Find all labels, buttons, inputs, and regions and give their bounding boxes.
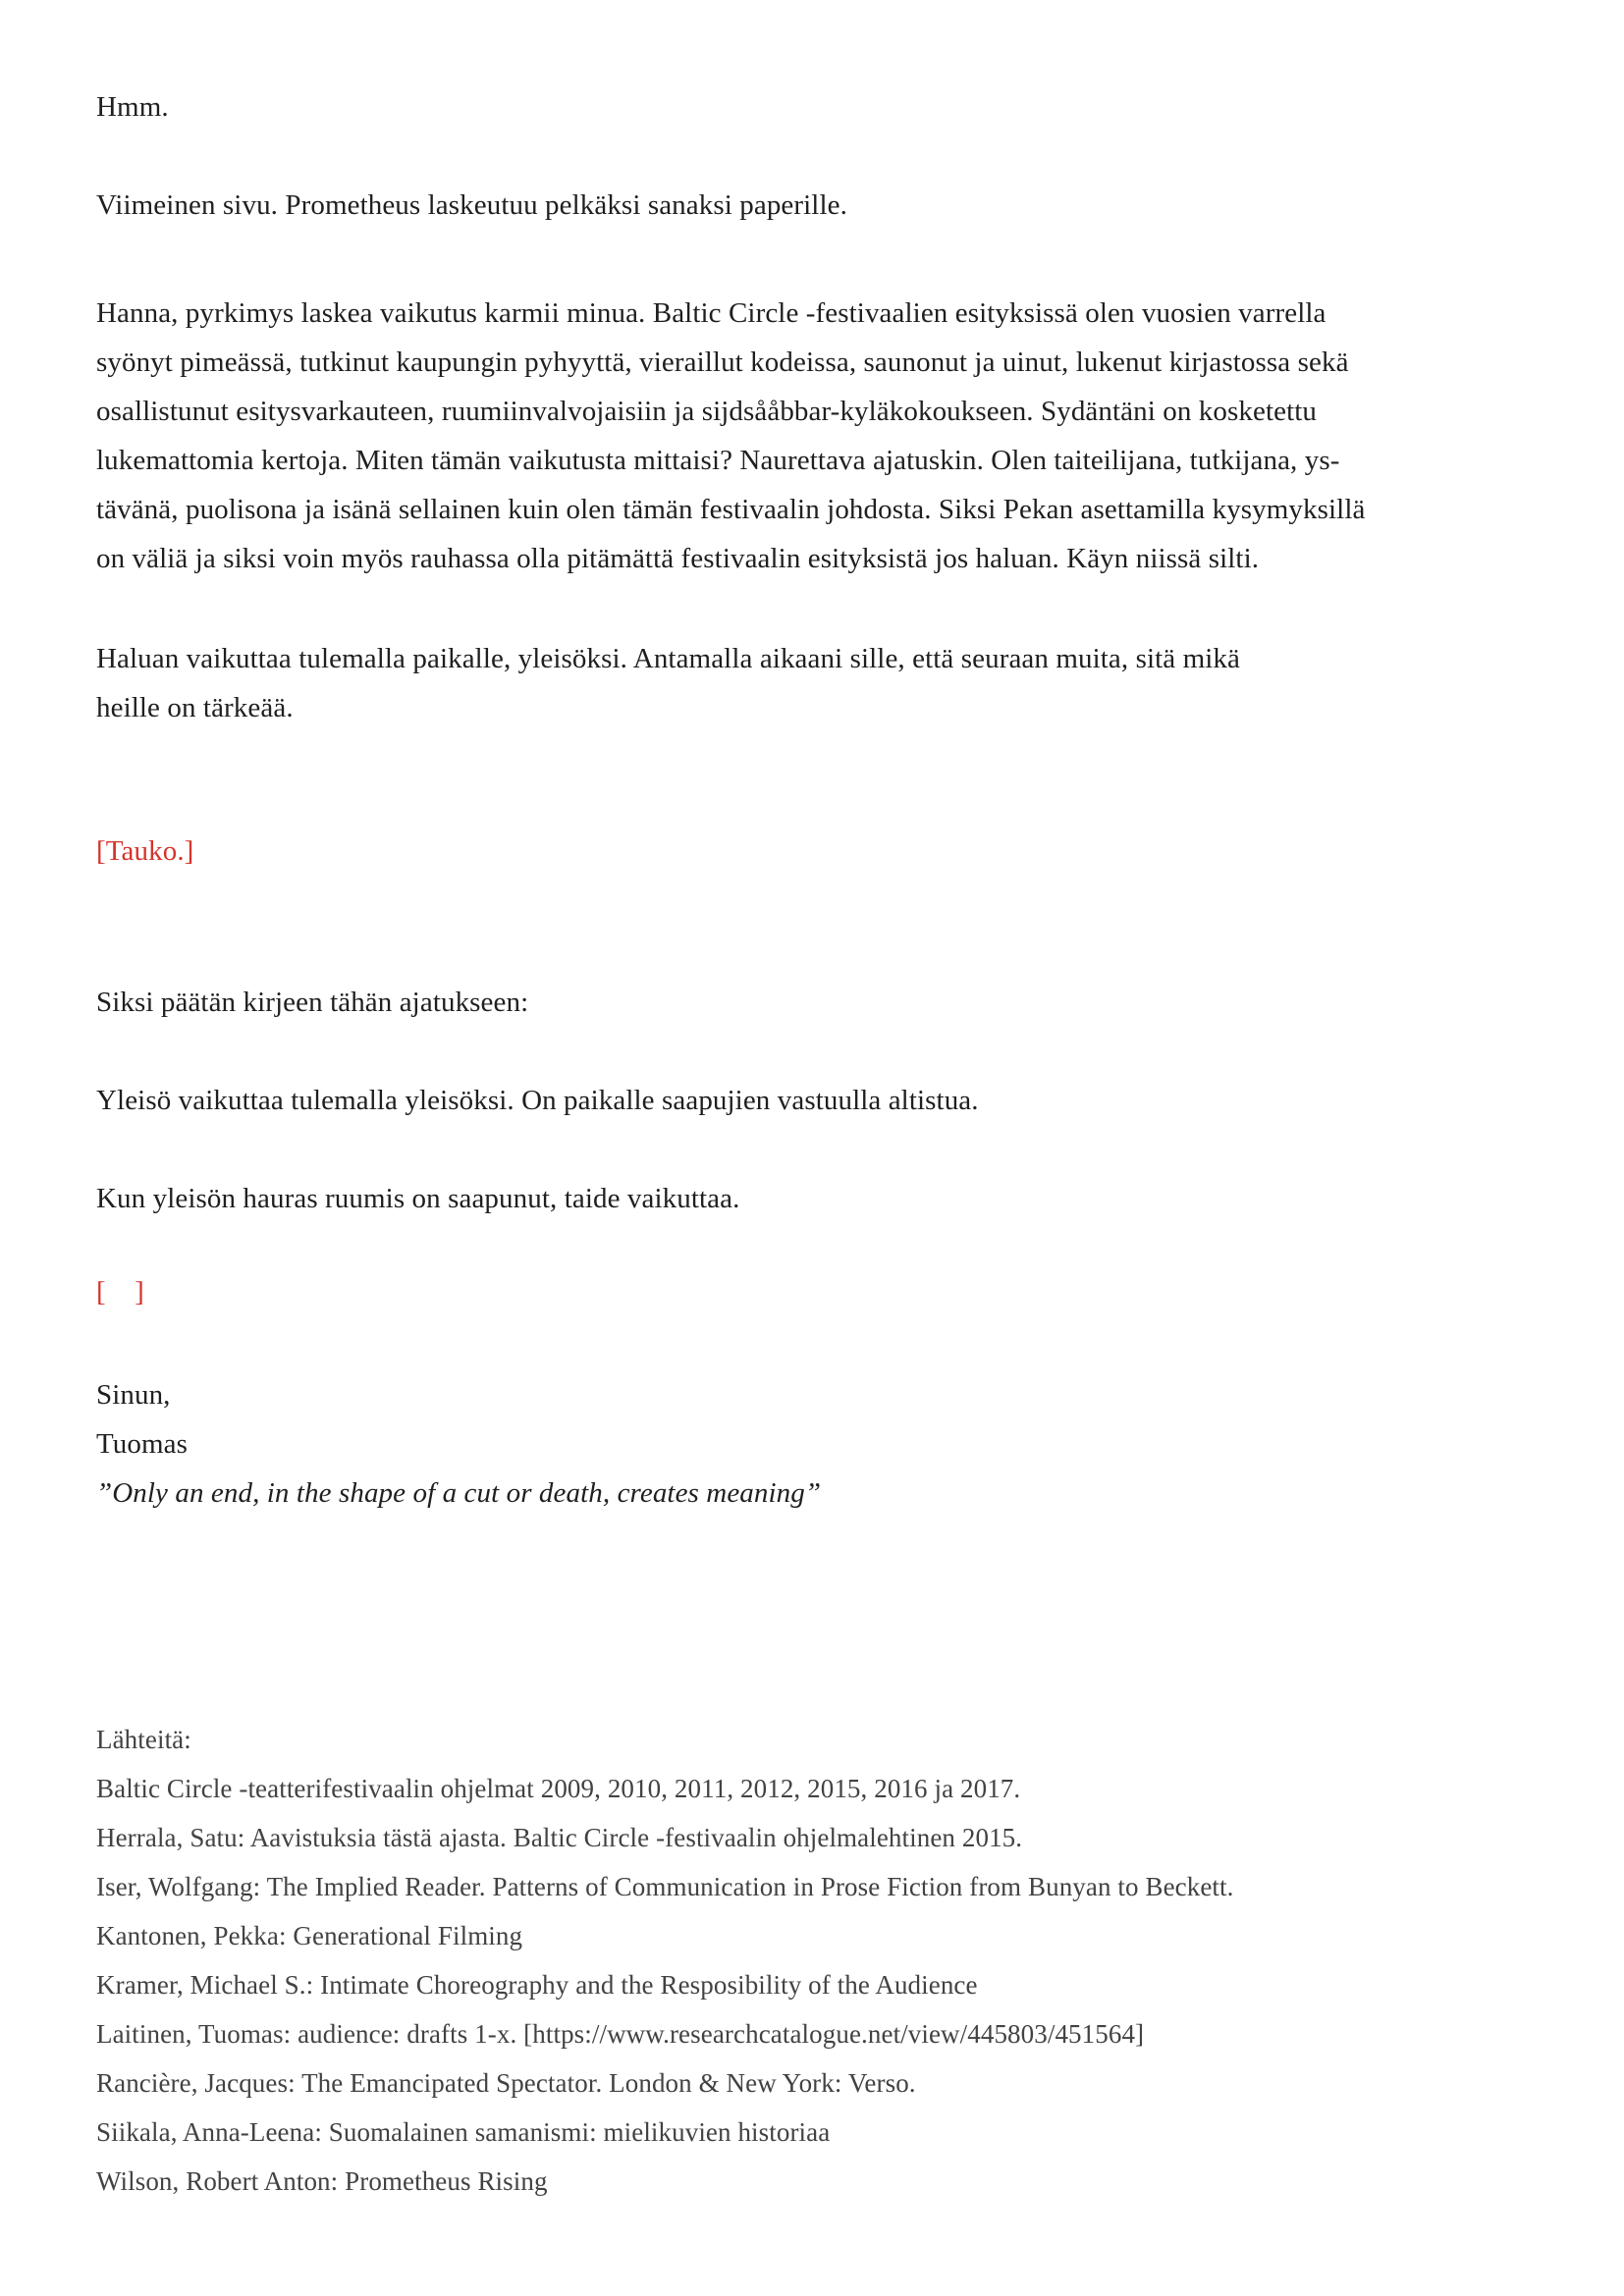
paragraph-kun (96, 1174, 1536, 1223)
text-line: Haluan vaikuttaa tulemalla paikalle, yleisöksi. Antamalla aikaani sille, että seuraan muita, sitä mikä (96, 643, 1240, 674)
reference-item: Wilson, Robert Anton: Prometheus Rising (96, 2166, 548, 2196)
text-line: on väliä ja siksi voin myös rauhassa olla pitämättä festivaalin esityksistä jos haluan. Käyn niissä silti. (96, 543, 1260, 574)
paragraph-hmm (96, 82, 1536, 132)
reference-item: Baltic Circle -teatterifestivaalin ohjelmat 2009, 2010, 2011, 2012, 2015, 2016 ja 2017. (96, 1774, 1021, 1803)
closing-quote: ”Only an end, in the shape of a cut or death, creates meaning” (96, 1477, 822, 1509)
text-line: heille on tärkeää. (96, 692, 294, 723)
paragraph-last-page (96, 181, 1536, 230)
text-line: osallistunut esitysvarkauteen, ruumiinvalvojaisiin ja sijdsååbbar-kyläkokoukseen. Sydäntäni on kosketettu (96, 396, 1317, 427)
references-section (96, 1715, 1536, 2206)
text-line-red: [ ] (96, 1276, 144, 1308)
reference-item: Kantonen, Pekka: Generational Filming (96, 1921, 523, 1950)
reference-item-url: Laitinen, Tuomas: audience: drafts 1-x. [https://www.researchcatalogue.net/view/445803/451564] (96, 2019, 1145, 2049)
signoff-sinun: Sinun, (96, 1379, 171, 1411)
empty-brackets-stage-direction (96, 1267, 1536, 1316)
paragraph-hanna (96, 289, 1536, 583)
pause-stage-direction (96, 827, 1536, 876)
text-line: Viimeinen sivu. Prometheus laskeutuu pelkäksi sanaksi paperille. (96, 189, 847, 221)
signature-block (96, 1370, 1536, 1518)
text-line: tävänä, puolisona ja isänä sellainen kuin olen tämän festivaalin johdosta. Siksi Pekan asettamilla kysymyksillä (96, 494, 1366, 525)
reference-item: Siikala, Anna-Leena: Suomalainen samanismi: mielikuvien historiaa (96, 2117, 831, 2147)
text-line: lukemattomia kertoja. Miten tämän vaikutusta mittaisi? Naurettava ajatuskin. Olen taiteilijana, tutkijana, ys- (96, 445, 1340, 476)
text-line: Hanna, pyrkimys laskea vaikutus karmii minua. Baltic Circle -festivaalien esityksissä olen vuosien varrella (96, 297, 1326, 329)
text-line: Kun yleisön hauras ruumis on saapunut, taide vaikuttaa. (96, 1183, 740, 1214)
text-line: Yleisö vaikuttaa tulemalla yleisöksi. On paikalle saapujien vastuulla altistua. (96, 1085, 979, 1116)
reference-item: Herrala, Satu: Aavistuksia tästä ajasta. Baltic Circle -festivaalin ohjelmalehtinen 2015. (96, 1823, 1023, 1852)
paragraph-yleiso (96, 1076, 1536, 1125)
text-line: Hmm. (96, 91, 169, 123)
paragraph-haluan (96, 634, 1536, 732)
text-line: syönyt pimeässä, tutkinut kaupungin pyhyyttä, vieraillut kodeissa, saunonut ja uinut, lukenut kirjastossa sekä (96, 347, 1349, 378)
reference-item: Rancière, Jacques: The Emancipated Spectator. London & New York: Verso. (96, 2068, 916, 2098)
reference-item: Kramer, Michael S.: Intimate Choreography and the Resposibility of the Audience (96, 1970, 978, 2000)
text-line-red: [Tauko.] (96, 835, 194, 867)
paragraph-siksi (96, 978, 1536, 1027)
references-heading: Lähteitä: (96, 1725, 191, 1754)
signoff-tuomas: Tuomas (96, 1428, 189, 1460)
text-line: Siksi päätän kirjeen tähän ajatukseen: (96, 987, 529, 1018)
reference-item: Iser, Wolfgang: The Implied Reader. Patterns of Communication in Prose Fiction from Bunyan to Beckett. (96, 1872, 1234, 1901)
